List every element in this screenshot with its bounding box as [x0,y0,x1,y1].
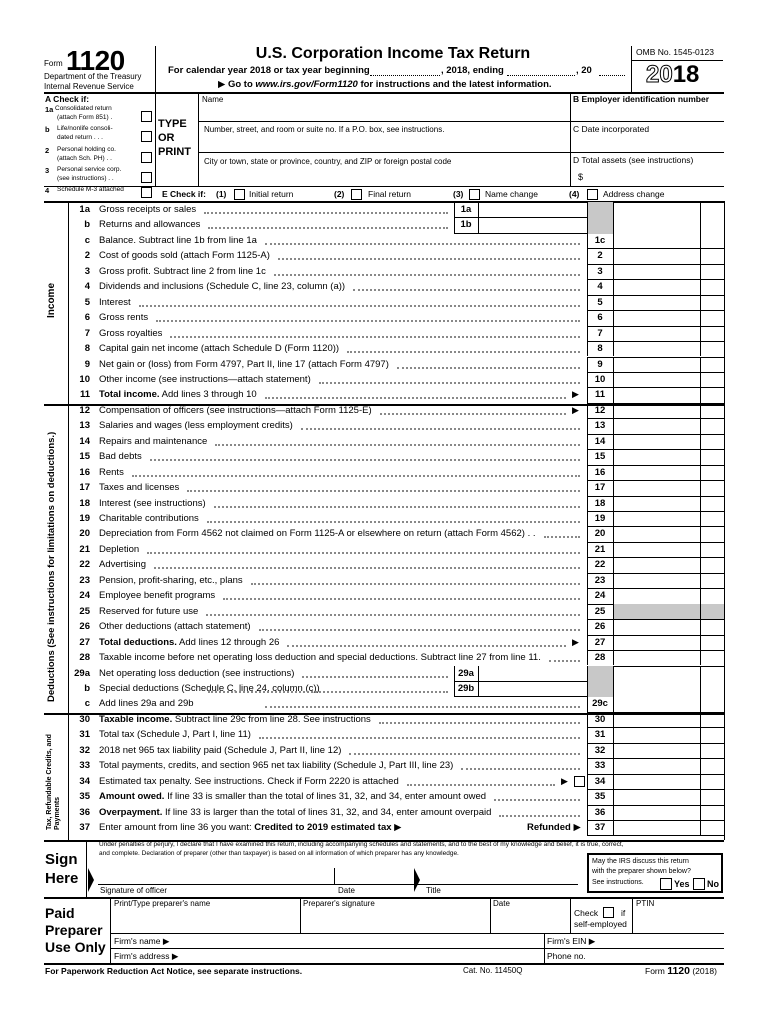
line-23-amount-field[interactable] [614,574,699,587]
line-16-amount-field[interactable] [614,466,699,479]
phone-label: Phone no. [547,951,586,961]
preparer-date-field[interactable] [492,910,568,930]
line-17-description: Taxes and licenses [99,482,180,494]
line-15-cents-field[interactable] [701,450,723,463]
line-29c-amount-field[interactable] [614,697,699,710]
line-36-amount-field[interactable] [614,806,699,819]
dept-irs: Internal Revenue Service [44,82,134,91]
line-32-cents-field[interactable] [701,744,723,757]
line-30-description: Taxable income. Subtract line 29c from line 28. See instructions [99,713,371,725]
catalog-number: Cat. No. 11450Q [463,966,523,975]
line-10-cents-field[interactable] [701,373,723,386]
total-assets-field[interactable] [588,168,722,184]
form-number: 1120 [66,45,125,76]
check-a-b-checkbox[interactable] [141,131,152,142]
line-3-description: Gross profit. Subtract line 2 from line 1c [99,265,266,277]
sign-date-label: Date [338,886,355,895]
deductions-side-label: Deductions (See instructions for limitations on deductions.) [46,431,57,702]
officer-date-field[interactable] [336,866,408,884]
self-employed-checkbox[interactable] [603,907,614,918]
line-22-description: Advertising [99,559,146,571]
sign-here-title: Sign Here [45,851,79,887]
line-19-amount-field[interactable] [614,512,699,525]
line-37-description: Enter amount from line 36 you want: Credited to 2019 estimated tax ▶ [99,822,402,833]
irs-discuss-box: May the IRS discuss this return with the preparer shown below? See instructions. Yes No [587,853,723,893]
omb-number: OMB No. 1545-0123 [636,47,714,57]
income-side-label: Income [46,282,57,318]
line-14-description: Repairs and maintenance [99,435,208,447]
line-22-amount-field[interactable] [614,558,699,571]
check-e-final-return-checkbox[interactable] [351,189,362,200]
check-a-4-checkbox[interactable] [141,187,152,198]
line-35-amount-field[interactable] [614,790,699,803]
preparer-name-label: Print/Type preparer's name [114,899,211,908]
line-6-cents-field[interactable] [701,311,723,324]
line-4-description: Dividends and inclusions (Schedule C, line 23, column (a)) [99,281,346,293]
line-16-cents-field[interactable] [701,466,723,479]
line-14-amount-field[interactable] [614,435,699,448]
line-33-description: Total payments, credits, and section 965 net tax liability (Schedule J, Part III, line 23) [99,760,454,772]
line-17-amount-field[interactable] [614,481,699,494]
line-2-amount-field[interactable] [614,249,699,262]
line-37-cents-field[interactable] [701,821,723,834]
line-14-cents-field[interactable] [701,435,723,448]
line-31-description: Total tax (Schedule J, Part I, line 11) [99,729,251,741]
line-20-description: Depreciation from Form 4562 not claimed on Form 1125-A or elsewhere on return (attach Form 4562) . . [99,528,536,540]
line-1a-description: Gross receipts or sales [99,204,197,215]
line-8-amount-field[interactable] [614,342,699,355]
firm-ein-field[interactable] [604,934,722,948]
line-13-amount-field[interactable] [614,419,699,432]
line-24-amount-field[interactable] [614,589,699,602]
preparer-signature-field[interactable] [302,910,488,930]
line-5-cents-field[interactable] [701,296,723,309]
line-27-cents-field[interactable] [701,636,723,649]
line-29a-amount-field[interactable] [479,667,586,680]
officer-signature-field[interactable] [98,866,332,884]
dept-treasury: Department of the Treasury [44,72,142,81]
line-29b-amount-field[interactable] [479,682,586,695]
officer-title-field[interactable] [424,866,574,884]
line-21-amount-field[interactable] [614,543,699,556]
line-11-description: Total income. Add lines 3 through 10 [99,389,257,401]
phone-field[interactable] [590,949,722,962]
line-33-amount-field[interactable] [614,759,699,772]
preparer-name-field[interactable] [112,910,298,930]
ein-field[interactable] [571,106,723,120]
line-31-amount-field[interactable] [614,728,699,741]
line-1a-amount-field[interactable] [479,203,586,216]
line-4-amount-field[interactable] [614,280,699,293]
line-23-cents-field[interactable] [701,574,723,587]
line-8-description: Capital gain net income (attach Schedule D (Form 1120)) [99,343,340,355]
line-36-description: Overpayment. If line 33 is larger than the total of lines 31, 32, and 34, enter amount overpaid [99,806,492,818]
line-32-description: 2018 net 965 tax liability paid (Schedule J, Part II, line 12) [99,744,342,756]
firm-ein-label: Firm's EIN ▶ [547,936,596,946]
line-20-cents-field[interactable] [701,527,723,540]
tax-year-begin-field[interactable] [370,75,440,76]
line-28-amount-field[interactable] [614,651,699,664]
goto-instructions: ▶ Go to www.irs.gov/Form1120 for instructions and the latest information. [218,79,552,90]
line-29c-cents-field[interactable] [701,697,723,710]
line-22-cents-field[interactable] [701,558,723,571]
check-a-2-checkbox[interactable] [141,152,152,163]
line-b-description: Returns and allowances [99,219,201,231]
tax-year-end-year-field[interactable] [599,75,625,76]
line-25-description: Reserved for future use [99,605,199,617]
firm-address-field[interactable] [190,949,540,962]
line-10-description: Other income (see instructions—attach statement) [99,373,311,385]
line-27-amount-field[interactable] [614,636,699,649]
title-label: Title [426,886,441,895]
line-2-description: Cost of goods sold (attach Form 1125-A) [99,250,270,262]
line-24-cents-field[interactable] [701,589,723,602]
calendar-year-text: For calendar year 2018 or tax year beginning [168,65,370,76]
line-12-description: Compensation of officers (see instructions—attach Form 1125-E) [99,404,372,416]
line-7-cents-field[interactable] [701,327,723,340]
check-a-1a-checkbox[interactable] [141,111,152,122]
credited-amount-field[interactable] [305,821,520,834]
line-6-description: Gross rents [99,312,149,324]
line-21-cents-field[interactable] [701,543,723,556]
perjury-statement-1: Under penalties of perjury, I declare that I have examined this return, including accompanying schedules and statements, and to the best of my knowledge and belief, it is true, correct, [99,841,624,848]
type-or-print: TYPE OR PRINT [158,118,191,158]
title-arrow-icon [414,868,420,892]
date-incorporated-label: C Date incorporated [573,124,650,134]
ptin-field[interactable] [634,910,722,930]
line-35-description: Amount owed. If line 33 is smaller than the total of lines 31, 32, and 34, enter amount owed [99,791,487,803]
line-26-cents-field[interactable] [701,620,723,633]
line-b-description: Special deductions (Schedule C, line 24, column (c)) [99,682,320,694]
discuss-yes-checkbox[interactable] [660,878,672,890]
line-3-cents-field[interactable] [701,265,723,278]
line-36-cents-field[interactable] [701,806,723,819]
check-e-name-change-checkbox[interactable] [469,189,480,200]
preparer-date-label: Date [493,899,510,908]
line-17-cents-field[interactable] [701,481,723,494]
perjury-statement-2: and complete. Declaration of preparer (other than taxpayer) is based on all information of which preparer has any knowledge. [99,850,459,857]
line-21-description: Depletion [99,543,140,555]
footer-form-id: Form 1120 (2018) [645,965,717,977]
line-11-amount-field[interactable] [614,388,699,401]
line-3-amount-field[interactable] [614,265,699,278]
line-9-amount-field[interactable] [614,358,699,371]
line-5-amount-field[interactable] [614,296,699,309]
line-33-cents-field[interactable] [701,759,723,772]
line-18-amount-field[interactable] [614,497,699,510]
refunded-label: Refunded ▶ [527,822,581,833]
line-28-description: Taxable income before net operating loss deduction and special deductions. Subtract line 27 from line 11. [99,652,541,664]
name-label: Name [202,95,224,104]
line-31-cents-field[interactable] [701,728,723,741]
check-a-3-checkbox[interactable] [141,172,152,183]
form-title: U.S. Corporation Income Tax Return [255,45,531,62]
line-19-cents-field[interactable] [701,512,723,525]
line-9-cents-field[interactable] [701,358,723,371]
line-11-cents-field[interactable] [701,388,723,401]
line-18-description: Interest (see instructions) [99,497,206,509]
signature-label: Signature of officer [100,886,168,895]
street-label: Number, street, and room or suite no. If a P.O. box, see instructions. [204,125,445,134]
firm-name-field[interactable] [190,934,540,948]
line-35-cents-field[interactable] [701,790,723,803]
firm-address-label: Firm's address ▶ [114,951,179,961]
line-9-description: Net gain or (loss) from Form 4797, Part II, line 17 (attach Form 4797) [99,358,389,370]
line-18-cents-field[interactable] [701,497,723,510]
ptin-label: PTIN [636,899,655,908]
check-e-initial-return-checkbox[interactable] [234,189,245,200]
discuss-no-checkbox[interactable] [693,878,705,890]
name-field[interactable] [199,106,569,120]
line-1c-amount-field[interactable] [614,234,699,247]
street-field[interactable] [199,136,569,150]
sign-arrow-icon [88,868,94,892]
paid-preparer-title: Paid Preparer Use Only [45,905,106,955]
line-24-description: Employee benefit programs [99,590,216,602]
line-28-cents-field[interactable] [701,651,723,664]
line-7-amount-field[interactable] [614,327,699,340]
line-34-cents-field[interactable] [701,775,723,788]
tax-year-end-field[interactable] [507,75,575,76]
line-20-amount-field[interactable] [614,527,699,540]
line-c-description: Balance. Subtract line 1b from line 1a [99,234,257,246]
line-1b-amount-field[interactable] [479,218,586,231]
line-34-amount-field[interactable] [614,775,699,788]
line-13-cents-field[interactable] [701,419,723,432]
line-23-description: Pension, profit-sharing, etc., plans [99,574,243,586]
total-assets-label: D Total assets (see instructions) [573,155,694,165]
paperwork-notice: For Paperwork Reduction Act Notice, see separate instructions. [45,966,303,976]
line-10-amount-field[interactable] [614,373,699,386]
preparer-signature-label: Preparer's signature [303,899,375,908]
line-5-description: Interest [99,296,131,308]
line-19-description: Charitable contributions [99,513,199,524]
check-e-address-change-checkbox[interactable] [587,189,598,200]
line-8-cents-field[interactable] [701,342,723,355]
line-37-amount-field[interactable] [614,821,699,834]
form-word: Form [44,59,63,68]
line-2-cents-field[interactable] [701,249,723,262]
city-label: City or town, state or province, country, and ZIP or foreign postal code [204,157,452,166]
line-4-cents-field[interactable] [701,280,723,293]
date-incorporated-field[interactable] [571,136,723,150]
form-year: 2018 [646,61,700,88]
line-26-description: Other deductions (attach statement) [99,621,251,633]
tax-side-label: Tax, Refundable Credits, and Payments [46,734,62,830]
line-7-description: Gross royalties [99,327,163,339]
firm-name-label: Firm's name ▶ [114,936,170,946]
line-16-description: Rents [99,466,124,478]
line-15-amount-field[interactable] [614,450,699,463]
ein-label: B Employer identification number [573,94,710,104]
line-15-description: Bad debts [99,451,142,463]
line-13-description: Salaries and wages (less employment credits) [99,420,293,432]
line-34-description: Estimated tax penalty. See instructions. Check if Form 2220 is attached [99,775,399,787]
line-27-description: Total deductions. Add lines 12 through 26 [99,636,280,648]
line-6-amount-field[interactable] [614,311,699,324]
line-c-description: Add lines 29a and 29b [99,698,194,710]
form-2220-attached-checkbox[interactable] [574,776,585,787]
line-1c-cents-field[interactable] [701,234,723,247]
line-26-amount-field[interactable] [614,620,699,633]
line-32-amount-field[interactable] [614,744,699,757]
line-29a-description: Net operating loss deduction (see instructions) [99,667,295,679]
city-field[interactable] [199,168,569,184]
